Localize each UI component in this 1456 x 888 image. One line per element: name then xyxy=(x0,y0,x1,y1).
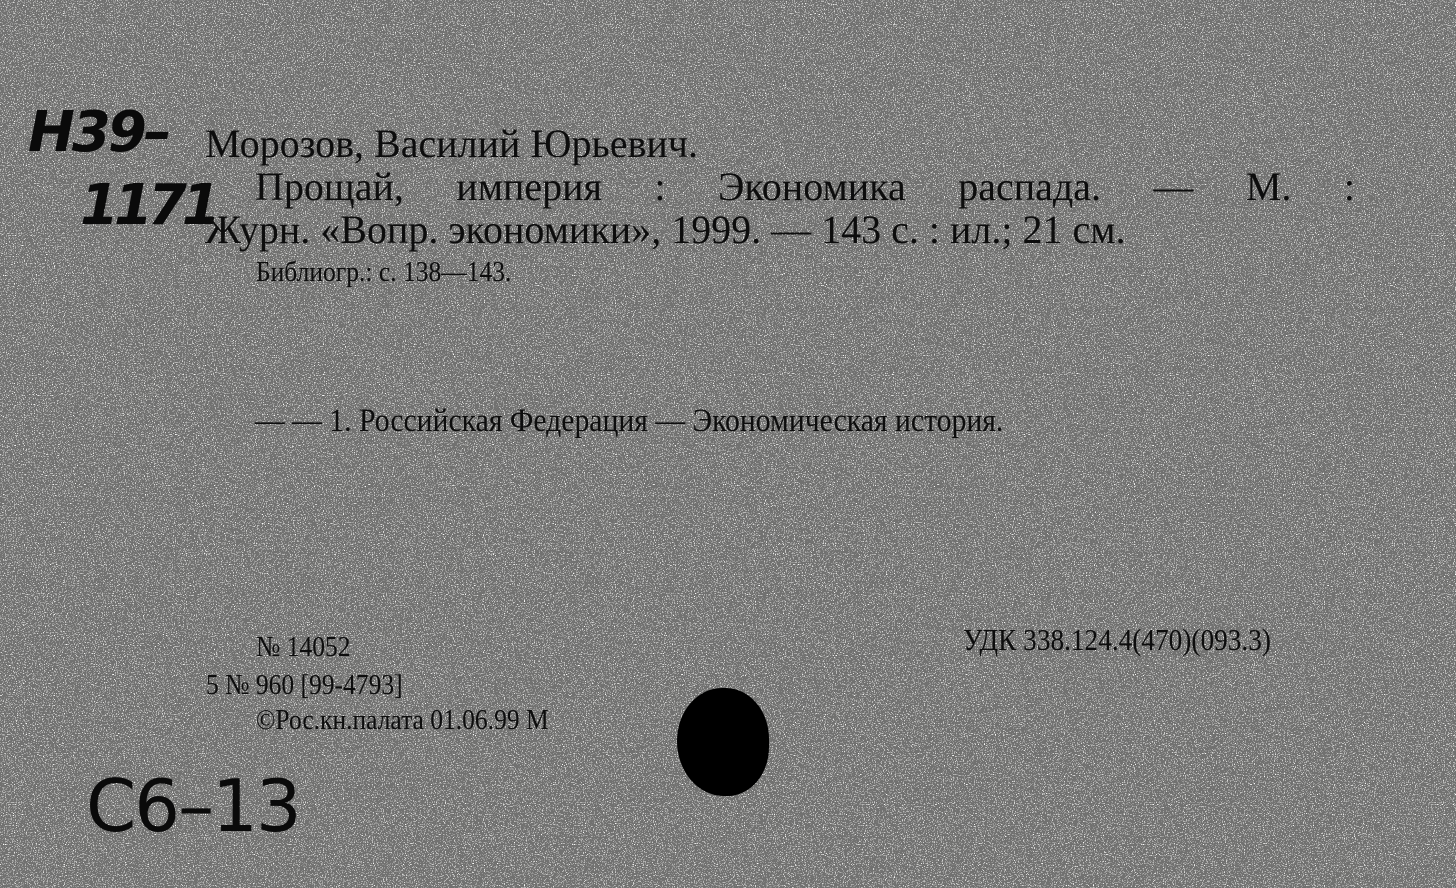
copyright-line: ©Рос.кн.палата 01.06.99 М xyxy=(256,704,549,736)
subject-heading: — — 1. Российская Федерация — Экономическая история. xyxy=(255,403,1004,439)
title-word: — xyxy=(1153,164,1194,209)
title-word: М. xyxy=(1245,164,1292,209)
author-heading: Морозов, Василий Юрьевич. xyxy=(205,121,698,166)
record-number-secondary: 5 № 960 [99-4793] xyxy=(206,669,403,701)
handwritten-shelf-mark-bottom: С6–13 xyxy=(86,764,300,848)
udc-classification: УДК 338.124.4(470)(093.3) xyxy=(963,622,1271,657)
punch-hole xyxy=(677,688,769,796)
title-word: : xyxy=(1343,164,1355,209)
title-word: Экономика xyxy=(717,164,906,209)
title-word: империя xyxy=(456,164,602,209)
bibliography-note: Библиогр.: с. 138—143. xyxy=(256,256,512,288)
title-word: : xyxy=(654,164,666,209)
record-number: № 14052 xyxy=(256,631,351,663)
title-line xyxy=(255,164,1355,209)
title-word: распада. xyxy=(958,164,1101,209)
title-words xyxy=(255,164,1355,209)
handwritten-shelf-mark-top: Н39– xyxy=(28,100,169,165)
handwritten-shelf-mark-number: 1171 xyxy=(80,173,216,238)
publication-line: Журн. «Вопр. экономики», 1999. — 143 с. : ил.; 21 см. xyxy=(205,207,1126,252)
title-word: Прощай, xyxy=(255,164,404,209)
